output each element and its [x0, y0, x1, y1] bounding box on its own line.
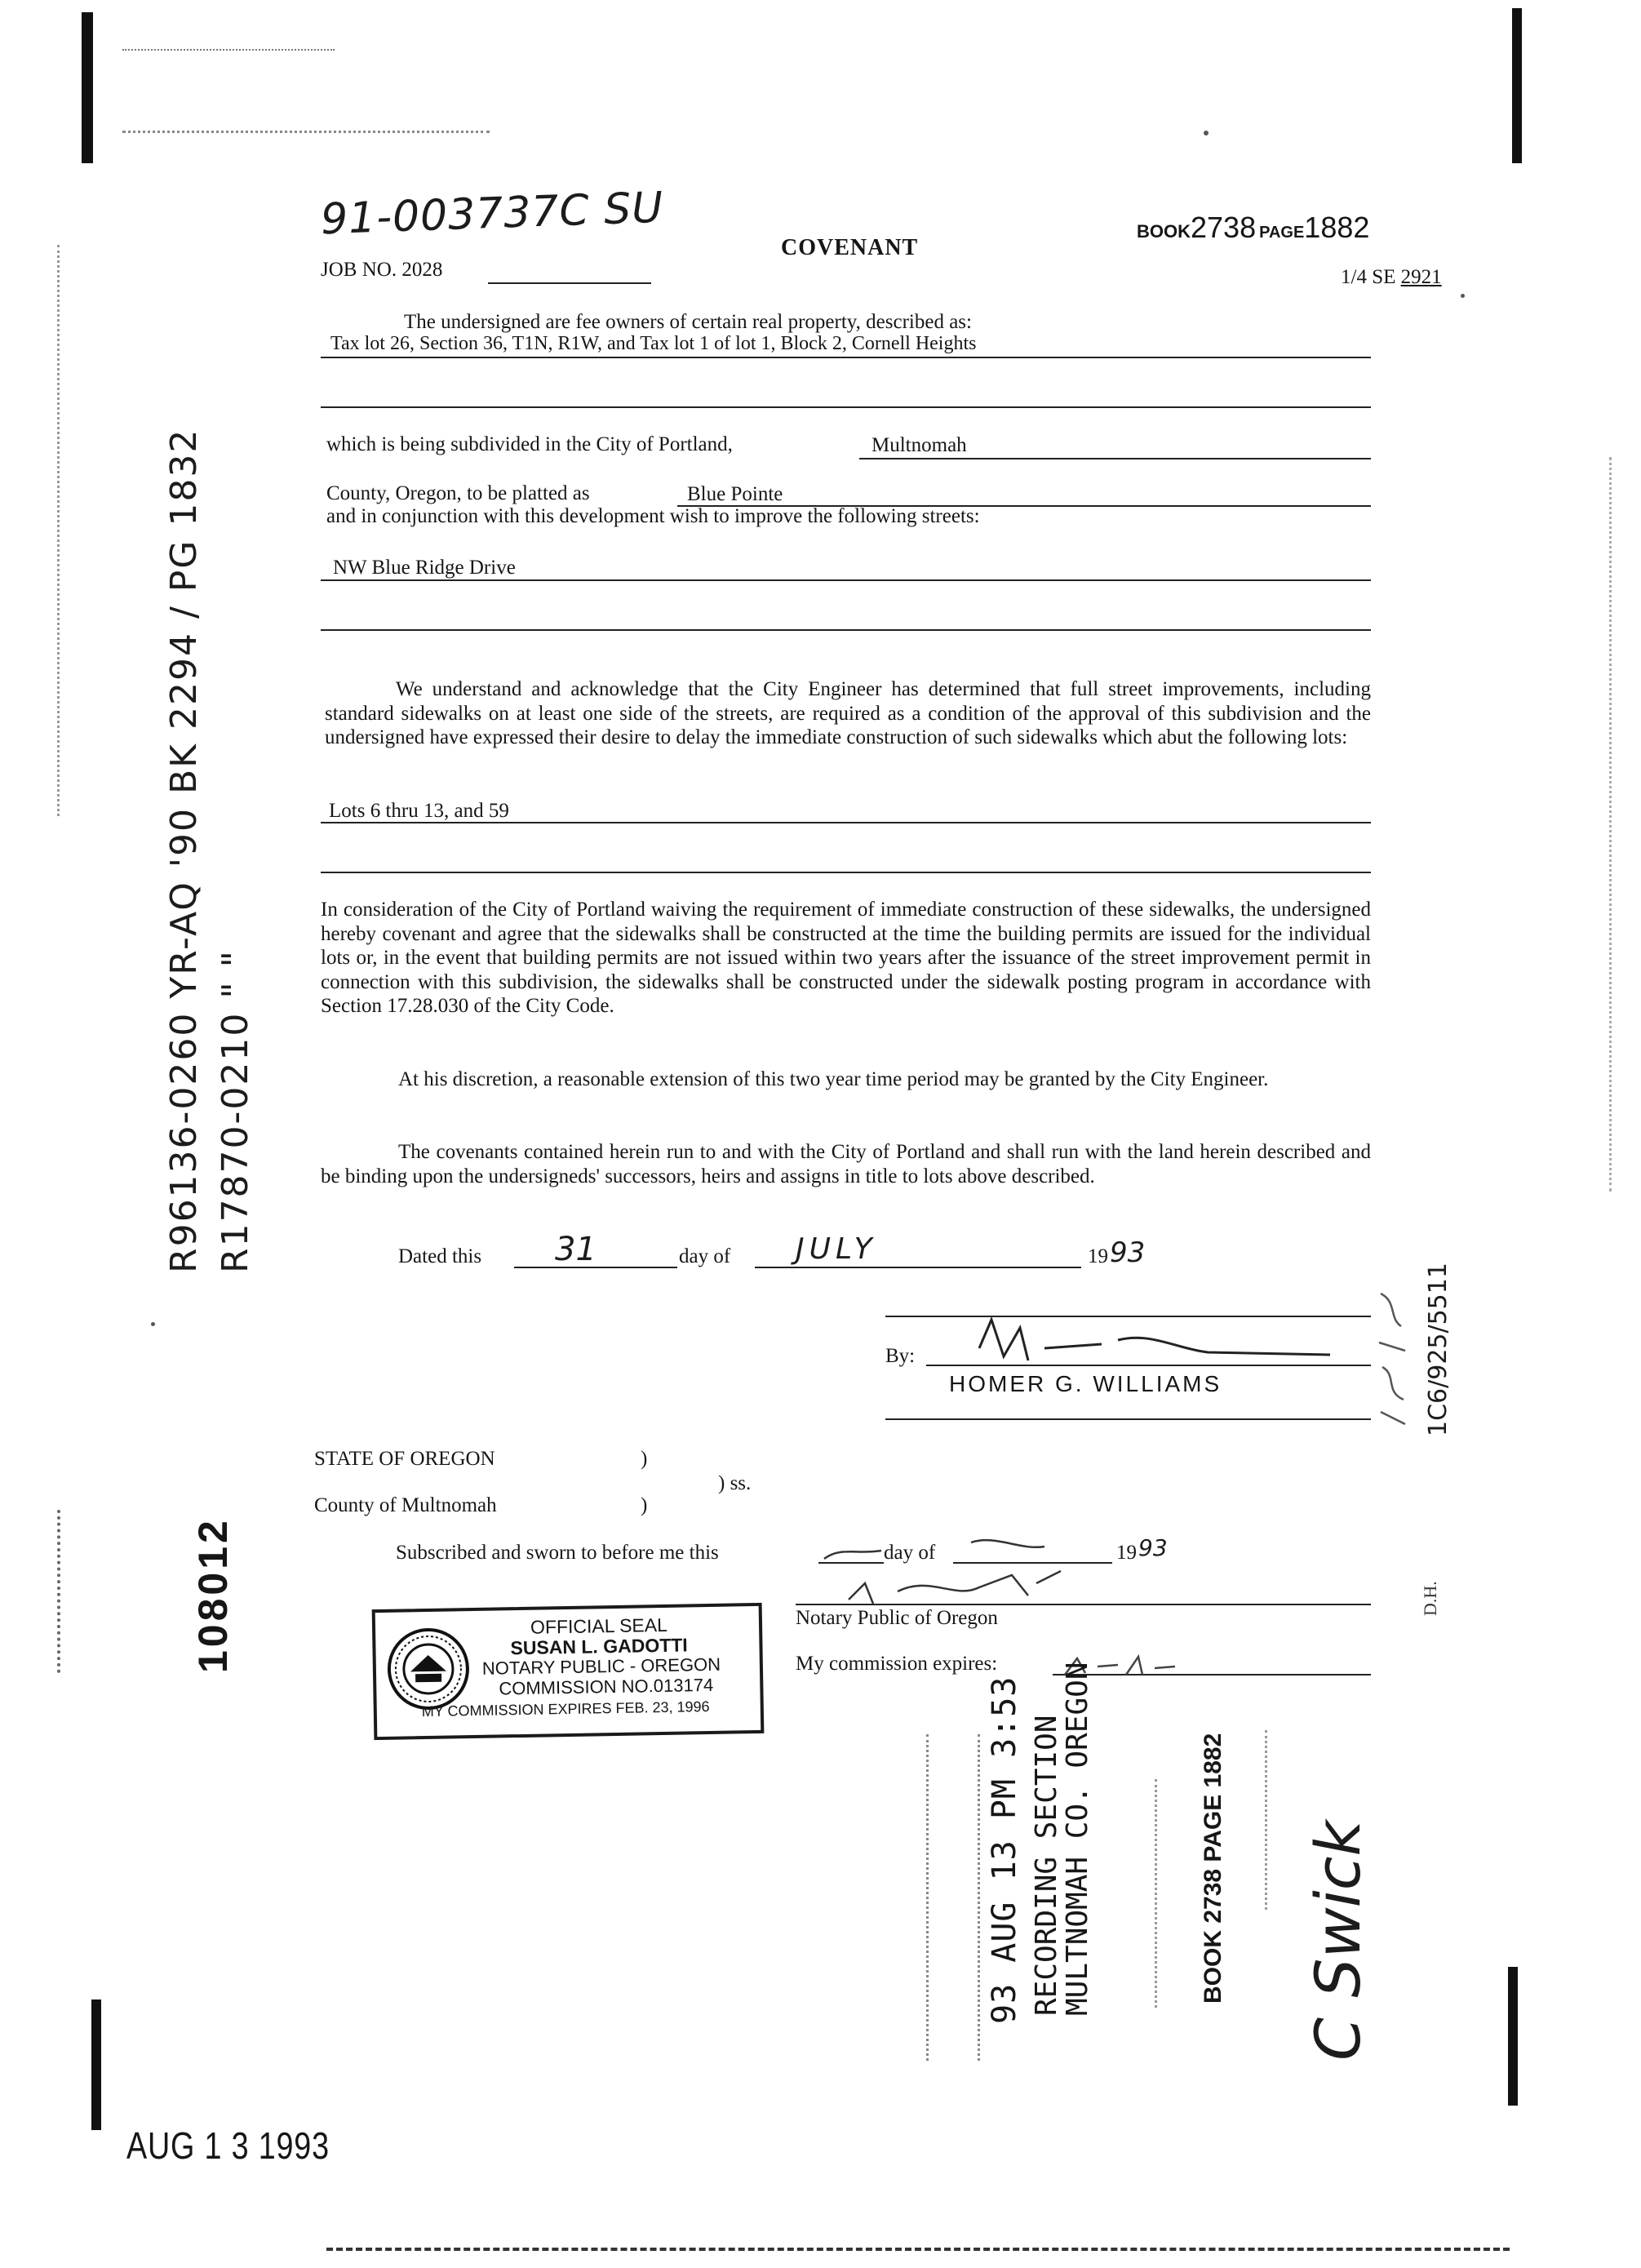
state-seal-emblem [385, 1626, 472, 1712]
right-margin-scribble [1373, 1285, 1413, 1432]
recording-section: RECORDING SECTION [1030, 1715, 1063, 2016]
quarter-section [1341, 266, 1442, 289]
received-date-stamp: AUG 1 3 1993 [126, 2124, 330, 2167]
recording-fine-print-3 [1265, 1730, 1275, 1910]
seal-line-5: MY COMMISSION EXPIRES FEB. 23, 1996 [421, 1698, 710, 1720]
notary-public-label: Notary Public of Oregon [796, 1607, 998, 1629]
speck [1461, 294, 1465, 298]
margin-vertical-note-1: R96136-0260 YR-AQ '90 BK 2294 / PG 1832 [163, 428, 205, 1273]
property-description: Tax lot 26, Section 36, T1N, R1W, and Tax lot 1 of lot 1, Block 2, Cornell Heights [330, 333, 977, 354]
recording-clerk-signature: C Swick [1302, 1820, 1374, 2061]
job-number-line [488, 282, 651, 284]
scan-edge-mark-right [1512, 8, 1522, 163]
scan-bottom-noise [326, 2248, 1510, 2256]
official-seal [372, 1603, 765, 1740]
plat-name: Blue Pointe [687, 483, 783, 505]
recording-date-time: 93 AUG 13 PM 3:53 [986, 1675, 1023, 2024]
document-number: 108012 [190, 1517, 236, 1673]
platted-prefix: County, Oregon, to be platted as [326, 482, 590, 504]
notary-handwriting [816, 1526, 1142, 1608]
extension-paragraph: At his discretion, a reasonable extension of this two year time period may be granted by the City Engineer. [398, 1068, 1269, 1090]
document-title: COVENANT [781, 235, 919, 260]
lots-line-2 [321, 872, 1371, 873]
quarter-section-number: 2921 [1400, 266, 1442, 288]
property-line-1 [321, 357, 1371, 358]
page-label: PAGE [1259, 224, 1305, 242]
sworn-year-prefix: 19 [1116, 1542, 1137, 1564]
commission-label: My commission expires: [796, 1653, 998, 1675]
scan-header-noise [122, 49, 335, 60]
signer-name: HOMER G. WILLIAMS [949, 1371, 1222, 1396]
streets-intro: and in conjunction with this development wish to improve the following streets: [326, 505, 980, 527]
book-page-reference [1137, 211, 1369, 245]
signer-name-line [885, 1418, 1371, 1420]
book-number: 2738 [1191, 211, 1257, 244]
notary-paren-1: ) [641, 1448, 648, 1470]
lots-line-1 [321, 822, 1371, 823]
scan-right-dots [1609, 457, 1615, 1192]
right-margin-vertical-note: 1C6/925/5511 [1424, 1263, 1453, 1436]
dated-year-prefix: 19 [1088, 1245, 1108, 1267]
scan-header-noise-2 [122, 131, 490, 149]
seal-line-2: SUSAN L. GADOTTI [510, 1634, 688, 1659]
notary-state: STATE OF OREGON [314, 1448, 495, 1470]
dated-month-line [755, 1267, 1081, 1268]
page-number: 1882 [1304, 211, 1370, 244]
seal-line-1: OFFICIAL SEAL [530, 1613, 668, 1638]
recording-fine-print-2 [1155, 1779, 1165, 2008]
right-margin-initials: D.H. [1420, 1581, 1440, 1616]
seal-line-4: COMMISSION NO.013174 [499, 1674, 714, 1699]
sworn-prefix: Subscribed and sworn to before me this [396, 1542, 719, 1564]
property-line-2 [321, 406, 1371, 408]
by-label: By: [885, 1345, 916, 1367]
scan-left-dots [57, 245, 63, 816]
consideration-paragraph: In consideration of the City of Portland waiving the requirement of immediate construction of these sidewalks, the undersigned hereby covenant and agree that the sidewalks shall be constructed at the time the building permits are issued for the individual lots or, in the event that building permits are not issued within two years after the issuance of the street improvement permit in connection with this subdivision, the sidewalks shall be constructed under the sidewalk posting program in accordance with Section 17.28.030 of the City Code. [321, 899, 1371, 1017]
book-label: BOOK [1137, 221, 1191, 242]
dated-day: 31 [555, 1231, 597, 1268]
county-fill: Multnomah [872, 434, 967, 456]
notary-ss: ) ss. [718, 1472, 752, 1494]
street-name: NW Blue Ridge Drive [333, 557, 516, 579]
handwritten-file-number: 91-003737C SU [320, 183, 665, 245]
lots-list: Lots 6 thru 13, and 59 [329, 800, 509, 822]
job-number-label: JOB NO. 2028 [321, 259, 443, 281]
recording-book-page: BOOK 2738 PAGE 1882 [1200, 1733, 1226, 2004]
notary-county: County of Multnomah [314, 1494, 497, 1516]
seal-line-3: NOTARY PUBLIC - OREGON [481, 1653, 721, 1679]
street-line-1 [321, 579, 1371, 581]
notary-paren-2: ) [641, 1494, 648, 1516]
dated-day-of: day of [679, 1245, 731, 1267]
property-intro: The undersigned are fee owners of certain real property, described as: [404, 311, 972, 333]
acknowledge-paragraph: We understand and acknowledge that the City Engineer has determined that full street improvements, including standard sidewalks on at least one side of the streets, are required as a condition of the approval of this subdivision and the undersigned have expressed their desire to delay the immediate construction of such sidewalks which abut the following lots: [325, 678, 1371, 748]
speck [1204, 131, 1209, 135]
subdivided-text: which is being subdivided in the City of Portland, [326, 433, 733, 455]
covenants-paragraph: The covenants contained herein run to and with the City of Portland and shall run with the land herein described and be binding upon the undersigneds' successors, heirs and assigns in title to lots above described. [321, 1141, 1371, 1187]
recording-county: MULTNOMAH CO. OREGON [1061, 1662, 1094, 2016]
speck [151, 1322, 155, 1326]
dated-month: JULY [796, 1232, 877, 1266]
sworn-year: 93 [1138, 1534, 1168, 1561]
county-line [859, 458, 1371, 459]
notary-signature-line [796, 1604, 1371, 1605]
margin-vertical-note-2: R17870-0210 " " [215, 949, 256, 1273]
sworn-day-of: day of [884, 1542, 936, 1564]
dated-year: 93 [1110, 1236, 1146, 1269]
scan-edge-mark-left [82, 12, 93, 163]
street-line-2 [321, 629, 1371, 631]
scan-left-dots-2 [57, 1510, 64, 1673]
recording-fine-print [926, 1734, 980, 2061]
quarter-section-label: 1/4 SE [1341, 266, 1396, 288]
scan-edge-mark-right-lower [1508, 1967, 1518, 2106]
scan-edge-mark-left-lower [91, 1999, 101, 2130]
dated-prefix: Dated this [398, 1245, 482, 1267]
